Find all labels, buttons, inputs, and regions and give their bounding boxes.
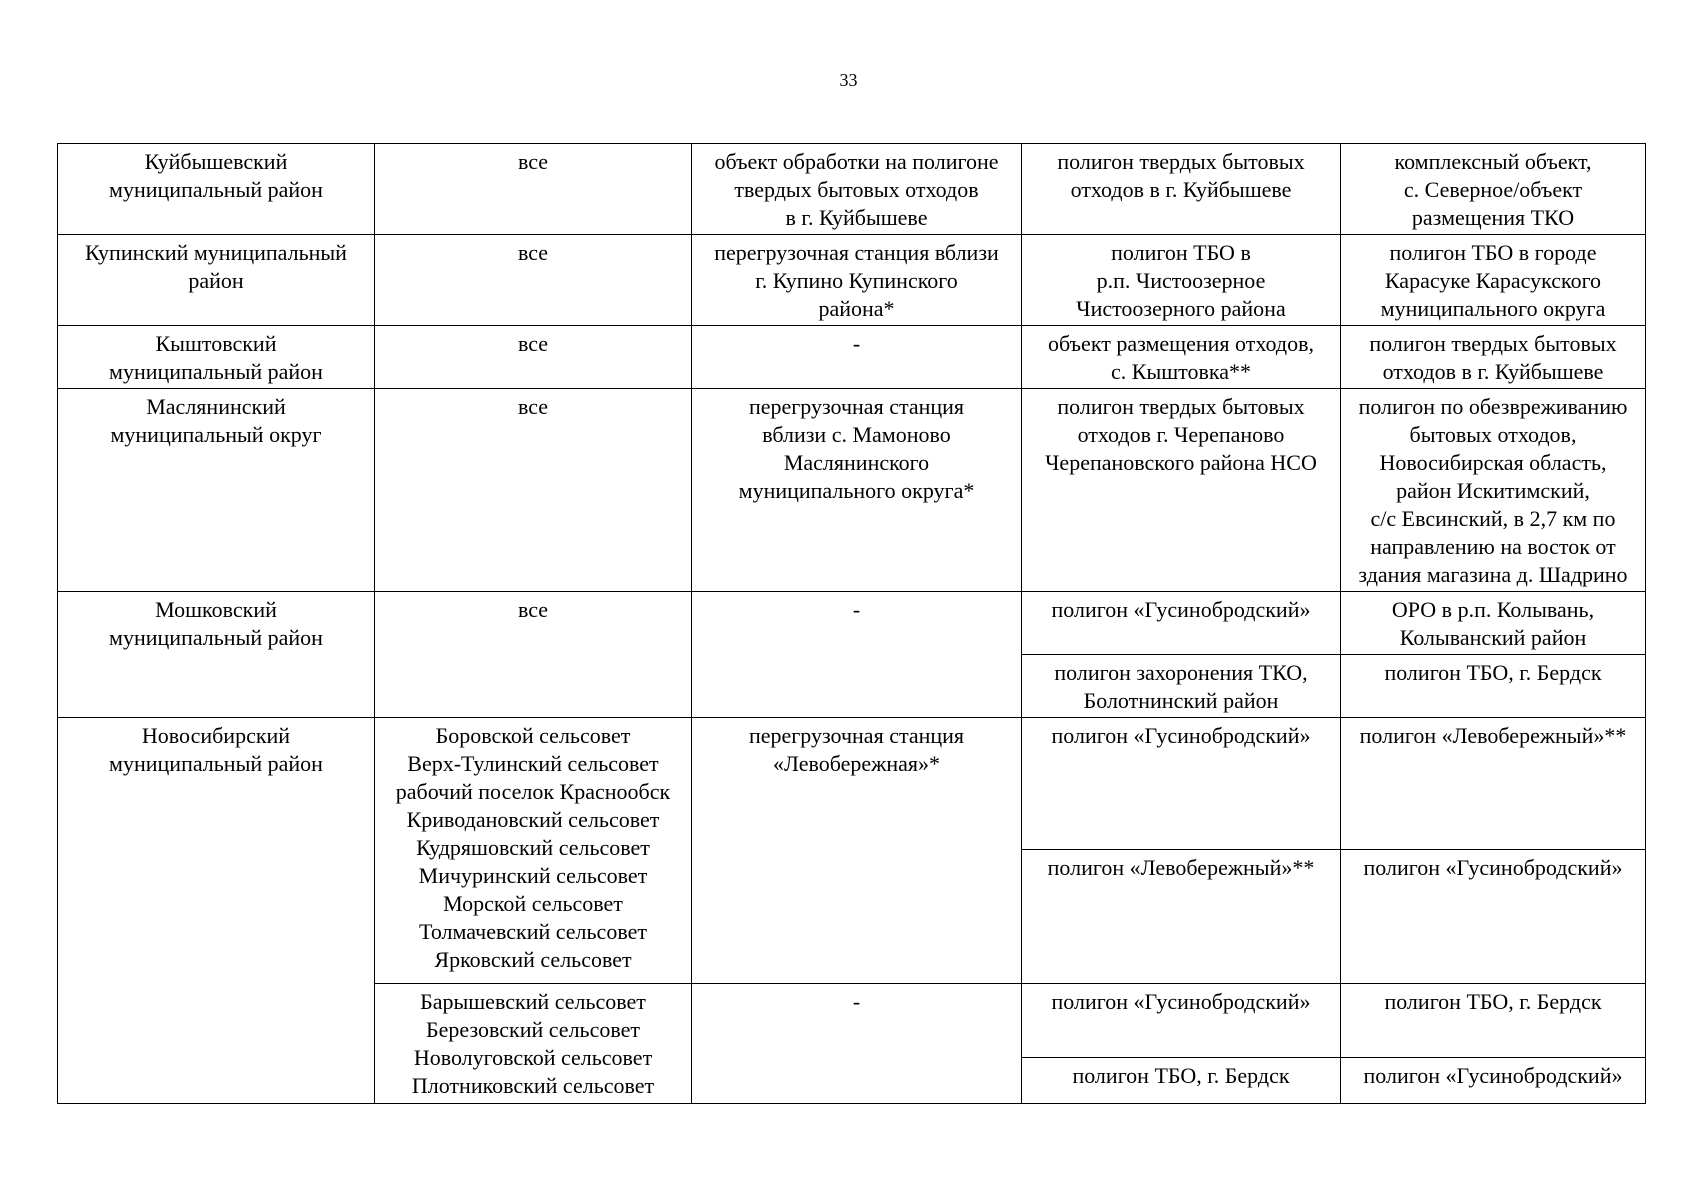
table-row-kyshtovka	[58, 326, 1646, 389]
reserve-disposal-cell: полигон твердых бытовых отходов в г. Куйбышеве	[1341, 326, 1646, 389]
main-disposal-cell: полигон захоронения ТКО, Болотнинский район	[1022, 655, 1341, 718]
settlements-cell: все	[375, 235, 692, 326]
main-disposal-cell: полигон «Гусинобродский»	[1022, 718, 1341, 850]
processing-facility-cell: перегрузочная станция «Левобережная»*	[692, 718, 1022, 984]
settlements-cell: все	[375, 389, 692, 592]
district-cell: Кыштовский муниципальный район	[58, 326, 375, 389]
table-row-kuibyshev	[58, 144, 1646, 235]
reserve-disposal-cell: полигон по обезвреживанию бытовых отходов, Новосибирская область, район Искитимский, с/с Евсинский, в 2,7 км по направлению на восток от здания магазина д. Шадрино	[1341, 389, 1646, 592]
main-disposal-cell: полигон ТБО в р.п. Чистоозерное Чистоозерного района	[1022, 235, 1341, 326]
main-disposal-cell: полигон «Гусинобродский»	[1022, 592, 1341, 655]
page-number: 33	[839, 70, 858, 90]
main-disposal-cell: полигон ТБО, г. Бердск	[1022, 1058, 1341, 1104]
settlements-cell: все	[375, 326, 692, 389]
processing-facility-cell: перегрузочная станция вблизи с. Мамоново Маслянинского муниципального округа*	[692, 389, 1022, 592]
settlements-cell: все	[375, 592, 692, 718]
table-row-maslyanino	[58, 389, 1646, 592]
table-row-moshkovo	[58, 592, 1646, 655]
main-disposal-cell: объект размещения отходов, с. Кыштовка**	[1022, 326, 1341, 389]
district-cell: Новосибирский муниципальный район	[58, 718, 375, 1104]
processing-facility-cell: перегрузочная станция вблизи г. Купино Купинского района*	[692, 235, 1022, 326]
district-cell: Мошковский муниципальный район	[58, 592, 375, 718]
settlements-cell: Барышевский сельсовет Березовский сельсовет Новолуговской сельсовет Плотниковский сельсовет	[375, 984, 692, 1104]
waste-routing-table	[57, 143, 1646, 1104]
processing-facility-cell: -	[692, 984, 1022, 1104]
main-disposal-cell: полигон твердых бытовых отходов г. Черепаново Черепановского района НСО	[1022, 389, 1341, 592]
reserve-disposal-cell: полигон ТБО в городе Карасуке Карасукского муниципального округа	[1341, 235, 1646, 326]
processing-facility-cell: -	[692, 326, 1022, 389]
reserve-disposal-cell: полигон ТБО, г. Бердск	[1341, 655, 1646, 718]
reserve-disposal-cell: полигон ТБО, г. Бердск	[1341, 984, 1646, 1058]
main-disposal-cell: полигон «Левобережный»**	[1022, 850, 1341, 984]
reserve-disposal-cell: полигон «Гусинобродский»	[1341, 1058, 1646, 1104]
main-disposal-cell: полигон твердых бытовых отходов в г. Куйбышеве	[1022, 144, 1341, 235]
district-cell: Куйбышевский муниципальный район	[58, 144, 375, 235]
reserve-disposal-cell: полигон «Гусинобродский»	[1341, 850, 1646, 984]
district-cell: Маслянинский муниципальный округ	[58, 389, 375, 592]
settlements-cell: все	[375, 144, 692, 235]
table-row-novosibirsk-a	[58, 718, 1646, 850]
main-disposal-cell: полигон «Гусинобродский»	[1022, 984, 1341, 1058]
reserve-disposal-cell: полигон «Левобережный»**	[1341, 718, 1646, 850]
table-row-kupino	[58, 235, 1646, 326]
processing-facility-cell: объект обработки на полигоне твердых бытовых отходов в г. Куйбышеве	[692, 144, 1022, 235]
reserve-disposal-cell: комплексный объект, с. Северное/объект размещения ТКО	[1341, 144, 1646, 235]
reserve-disposal-cell: ОРО в р.п. Колывань, Колыванский район	[1341, 592, 1646, 655]
processing-facility-cell: -	[692, 592, 1022, 718]
settlements-cell: Боровской сельсовет Верх-Тулинский сельсовет рабочий поселок Краснообск Криводановский сельсовет Кудряшовский сельсовет Мичуринский сельсовет Морской сельсовет Толмачевский сельсовет Ярковский сельсовет	[375, 718, 692, 984]
district-cell: Купинский муниципальный район	[58, 235, 375, 326]
